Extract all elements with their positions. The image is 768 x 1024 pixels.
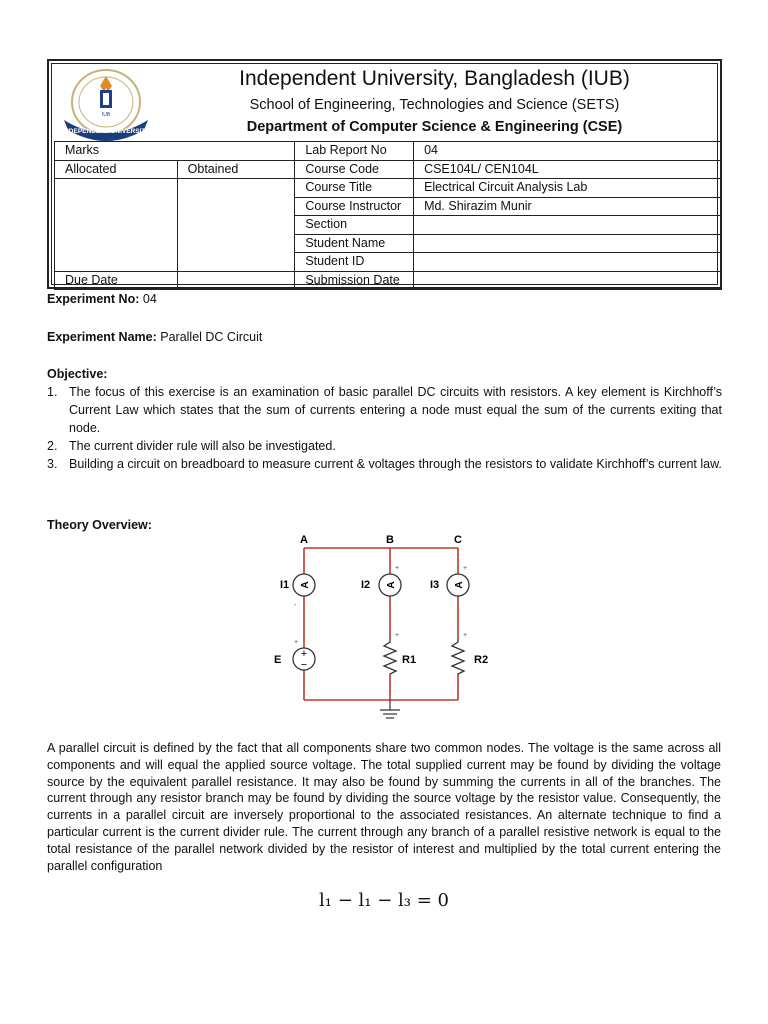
kcl-equation: l₁ − l₁ − l₃ = 0 bbox=[319, 890, 449, 911]
voltage-source-icon bbox=[293, 648, 315, 671]
ammeter-i2-icon bbox=[379, 574, 401, 596]
resistor-r2-icon bbox=[452, 638, 464, 676]
svg-text:A: A bbox=[386, 581, 397, 589]
info-label: Course Code bbox=[295, 160, 414, 179]
svg-text:A: A bbox=[454, 581, 465, 589]
university-title: Independent University, Bangladesh (IUB) bbox=[239, 67, 630, 90]
list-item: 3. Building a circuit on breadboard to measure current & voltages through the resistors to validate Kirchhoff’s current law. bbox=[47, 457, 722, 471]
allocated-header: Allocated bbox=[55, 160, 178, 179]
info-label: Course Instructor bbox=[295, 197, 414, 216]
node-c-label: C bbox=[454, 534, 462, 546]
svg-text:+: + bbox=[463, 565, 468, 572]
resistor-r1-icon bbox=[384, 638, 396, 676]
node-a-label: A bbox=[300, 534, 308, 546]
obtained-marks-cell[interactable] bbox=[177, 179, 295, 272]
objective-heading: Objective: bbox=[47, 367, 108, 381]
node-b-label: B bbox=[386, 534, 394, 546]
svg-text:+: + bbox=[395, 565, 400, 572]
info-value[interactable] bbox=[414, 253, 722, 272]
school-name: School of Engineering, Technologies and Science (SETS) bbox=[249, 97, 620, 113]
ammeter-i3-icon bbox=[447, 574, 469, 596]
svg-text:+: + bbox=[294, 639, 299, 646]
svg-text:+: + bbox=[300, 648, 308, 660]
info-label: Student Name bbox=[295, 234, 414, 253]
list-item: 1. The focus of this exercise is an examination of basic parallel DC circuits with resistors. A key element is Kirchhoff’s Current Law which states that the sum of currents entering a node must equal the sum of the currents exiting that node. bbox=[47, 385, 722, 435]
info-label: Course Title bbox=[295, 179, 414, 198]
svg-text:A: A bbox=[300, 581, 311, 589]
list-item: 2. The current divider rule will also be investigated. bbox=[47, 439, 336, 453]
marks-header: Marks bbox=[55, 142, 295, 161]
info-value[interactable]: Md. Shirazim Munir bbox=[414, 197, 722, 216]
info-label: Submission Date bbox=[295, 271, 414, 290]
experiment-name: Experiment Name: Parallel DC Circuit bbox=[47, 330, 263, 344]
department-name: Department of Computer Science & Engineering (CSE) bbox=[246, 119, 623, 135]
info-value[interactable]: 04 bbox=[414, 142, 722, 161]
objective-list bbox=[47, 383, 722, 473]
objective-section bbox=[47, 365, 722, 473]
obtained-header: Obtained bbox=[177, 160, 295, 179]
header-inner-border bbox=[51, 63, 718, 285]
info-value[interactable]: Electrical Circuit Analysis Lab bbox=[414, 179, 722, 198]
due-date-label: Due Date bbox=[55, 271, 178, 290]
report-info-table bbox=[54, 141, 722, 290]
report-header bbox=[47, 59, 722, 289]
info-value[interactable] bbox=[414, 234, 722, 253]
svg-text:+: + bbox=[463, 632, 468, 639]
due-date-value[interactable] bbox=[177, 271, 295, 290]
r2-label: R2 bbox=[474, 654, 489, 666]
i3-label: I3 bbox=[430, 579, 440, 591]
theory-heading: Theory Overview: bbox=[47, 518, 152, 532]
ground-icon bbox=[380, 700, 400, 718]
svg-text:-: - bbox=[294, 602, 297, 609]
experiment-number: Experiment No: 04 bbox=[47, 292, 157, 306]
info-value[interactable] bbox=[414, 216, 722, 235]
r1-label: R1 bbox=[402, 654, 417, 666]
source-e-label: E bbox=[274, 654, 282, 666]
info-value[interactable]: CSE104L/ CEN104L bbox=[414, 160, 722, 179]
allocated-marks-cell[interactable] bbox=[55, 179, 178, 272]
info-label: Student ID bbox=[295, 253, 414, 272]
logo-banner-text: INDEPENDENT UNIVERSITY bbox=[62, 128, 150, 135]
ammeter-i1-icon bbox=[293, 574, 315, 596]
i1-label: I1 bbox=[280, 579, 290, 591]
theory-paragraph: A parallel circuit is defined by the fact that all components share two common nodes. The voltage is the same across all components and will equal the applied source voltage. The total supplied current may be found by dividing the voltage source by the equivalent parallel resistance. It may also be found by summing the currents in all of the branches. The current through any resistor branch may be found by dividing the source voltage by the resistor value. Consequently, the currents in a parallel circuit are inversely proportional to the associated resistances. An alternate technique to find a particular current is the current divider rule. The current through any branch of a parallel resistive network is equal to the total resistance of the parallel network divided by the resistor of interest and multiplied by the total current entering the parallel configuration bbox=[47, 741, 721, 873]
i2-label: I2 bbox=[361, 579, 371, 591]
info-label: Section bbox=[295, 216, 414, 235]
svg-text:IUB: IUB bbox=[101, 112, 111, 118]
info-value[interactable] bbox=[414, 271, 722, 290]
parallel-circuit-diagram bbox=[262, 530, 502, 722]
svg-text:−: − bbox=[300, 659, 308, 671]
svg-text:+: + bbox=[395, 632, 400, 639]
info-label: Lab Report No bbox=[295, 142, 414, 161]
